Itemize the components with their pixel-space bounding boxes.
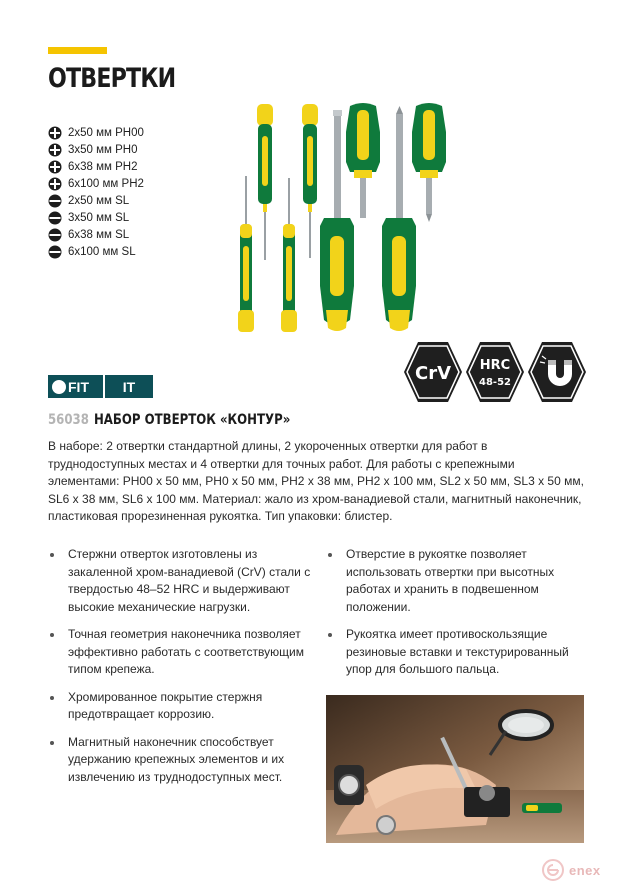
standard-screwdriver-phillips xyxy=(382,106,416,331)
precision-screwdriver-3 xyxy=(281,178,297,332)
spec-label: 2x50 мм SL xyxy=(68,194,130,207)
spec-label: 3x50 мм SL xyxy=(68,211,130,224)
screwdriver-set-illustration xyxy=(226,96,456,336)
phillips-icon xyxy=(48,177,62,191)
phillips-icon xyxy=(48,160,62,174)
spec-item xyxy=(48,158,144,175)
page-title: ОТВЕРТКИ xyxy=(48,63,176,94)
spec-item xyxy=(48,226,144,243)
spec-label: 6x100 мм PH2 xyxy=(68,177,144,190)
crv-badge-icon xyxy=(404,342,462,402)
spec-list xyxy=(48,124,144,260)
precision-screwdriver-4 xyxy=(302,104,318,258)
spec-item xyxy=(48,124,144,141)
title-accent-bar xyxy=(48,47,107,54)
spec-item xyxy=(48,243,144,260)
brand-fit-label: FIT xyxy=(68,378,89,395)
feature-bullet: Рукоятка имеет противоскользящие резиновые вставки и текстурированный упор для большого пальца. xyxy=(326,626,588,679)
features-left xyxy=(48,546,318,796)
spec-item xyxy=(48,192,144,209)
hrc-badge-line2: 48-52 xyxy=(479,377,511,388)
spec-item xyxy=(48,141,144,158)
precision-screwdriver-1 xyxy=(238,176,254,332)
phillips-icon xyxy=(48,126,62,140)
spec-label: 6x100 мм SL xyxy=(68,245,136,258)
spec-label: 6x38 мм PH2 xyxy=(68,160,138,173)
magnet-badge-icon xyxy=(528,342,586,402)
precision-screwdriver-2 xyxy=(257,104,273,260)
product-heading xyxy=(48,412,290,428)
slotted-icon xyxy=(48,228,62,242)
product-description: В наборе: 2 отвертки стандартной длины, 2 укороченных отвертки для работ в труднодоступных местах и 4 отвертки для точных работ. Для работы с крепежными элементами: PH00 х 50 мм, PH0 х 50 мм, PH2 х 38 мм, PH2 х 100 мм, SL2 х 50 мм, SL3 х 50 мм, SL6 х 38 мм, SL6 х 100 мм. Материал: жало из хром-ванадиевой стали, магнитный наконечник, пластиковая прорезиненная рукоятка. Тип упаковки: блистер. xyxy=(48,439,584,523)
spec-label: 2x50 мм PH00 xyxy=(68,126,144,139)
feature-bullet: Стержни отверток изготовлены из закаленной хром-ванадиевой (CrV) стали с твердостью 48–52 HRC и выдерживают высокие механические нагрузки. xyxy=(48,546,318,616)
crv-badge-text: CrV xyxy=(414,363,452,384)
feature-bullet: Хромированное покрытие стержня предотвращает коррозию. xyxy=(48,689,318,724)
slotted-icon xyxy=(48,245,62,259)
slotted-icon xyxy=(48,194,62,208)
phillips-icon xyxy=(48,143,62,157)
spec-item xyxy=(48,175,144,192)
spec-label: 3x50 мм PH0 xyxy=(68,143,138,156)
usage-photo xyxy=(326,695,584,843)
feature-badges xyxy=(402,340,588,404)
watermark-text: enex xyxy=(569,862,601,878)
stubby-screwdriver-phillips xyxy=(412,103,446,222)
brand-it-label: IT xyxy=(105,375,153,398)
spec-label: 6x38 мм SL xyxy=(68,228,130,241)
product-code: 56038 xyxy=(48,412,89,428)
feature-bullet: Магнитный наконечник способствует удержанию крепежных элементов и их извлечению из труднодоступных мест. xyxy=(48,734,318,787)
hrc-badge-icon xyxy=(466,342,524,402)
stubby-screwdriver-slotted xyxy=(346,103,380,218)
slotted-icon xyxy=(48,211,62,225)
watermark xyxy=(541,858,601,882)
feature-bullet: Отверстие в рукоятке позволяет использовать отвертки при высотных работах и хранить в подвешенном положении. xyxy=(326,546,588,616)
hrc-badge-line1: HRC xyxy=(479,358,511,373)
fit-logo-icon xyxy=(52,380,66,394)
spec-item xyxy=(48,209,144,226)
features-right xyxy=(326,546,588,689)
brand-logo xyxy=(48,375,153,398)
product-name: НАБОР ОТВЕРТОК «КОНТУР» xyxy=(93,412,291,428)
enex-logo-icon xyxy=(541,858,565,882)
brand-fit xyxy=(48,375,105,398)
feature-bullet: Точная геометрия наконечника позволяет эффективно работать с соответствующим типом крепежа. xyxy=(48,626,318,679)
